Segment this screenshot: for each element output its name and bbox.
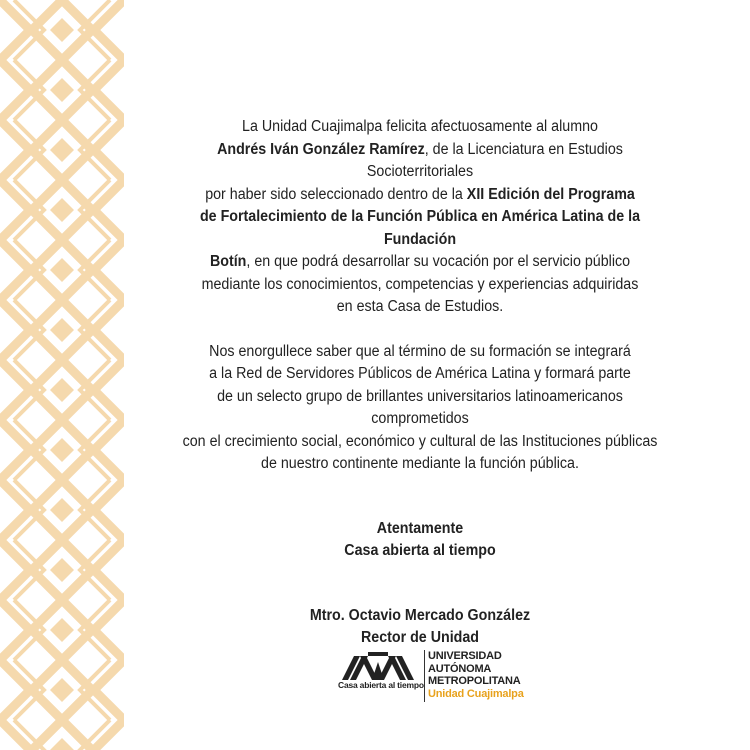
signer-title: Rector de Unidad: [360, 629, 480, 646]
logo-tagline: Casa abierta al tiempo: [338, 680, 424, 690]
signature-block: [172, 605, 669, 650]
paragraph-network: Nos enorgullece saber que al término de su formación se integrará a la Red de Servidores Públicos de América Latina y formará parte de un selecto grupo de brillantes universitarios latinoamericanos comprometidos con el crecimiento social, económico y cultural de las Instituciones públicas de nuestro continente mediante la función pública.: [182, 342, 658, 472]
uam-logo: [338, 648, 538, 708]
closing-salutation: Atentamente: [376, 519, 464, 537]
motto: Casa abierta al tiempo: [344, 542, 496, 559]
program-name-line1: XII Edición del Programa: [466, 185, 635, 203]
student-name: Andrés Iván González Ramírez: [217, 140, 425, 158]
letter-body: [172, 116, 669, 650]
logo-wordmark: UNIVERSIDAD AUTÓNOMA METROPOLITANA Unidad Cuajimalpa: [428, 650, 524, 700]
logo-divider: [424, 650, 425, 702]
decorative-border-pattern: [0, 0, 124, 750]
closing-block: [172, 518, 669, 563]
program-name-line2: de Fortalecimiento de la Función Pública en América Latina de la Fundación: [199, 208, 641, 248]
logo-campus: Unidad Cuajimalpa: [428, 687, 524, 700]
signer-name: Mtro. Octavio Mercado González: [309, 606, 531, 624]
uam-emblem-icon: [342, 650, 414, 680]
program-name-line3: Botín: [209, 253, 247, 270]
paragraph-congratulations: La Unidad Cuajimalpa felicita afectuosamente al alumno Andrés Iván González Ramírez, de la Licenciatura en Estudios Socioterritoriales por haber sido seleccionado dentro de la XII Edición del Programa de Fortalecimiento de la Función Pública en América Latina de la Fundación Botín, en que podrá desarrollar su vocación por el servicio público mediante los conocimientos, competencias y experiencias adquiridas en esta Casa de Estudios.: [199, 118, 641, 315]
